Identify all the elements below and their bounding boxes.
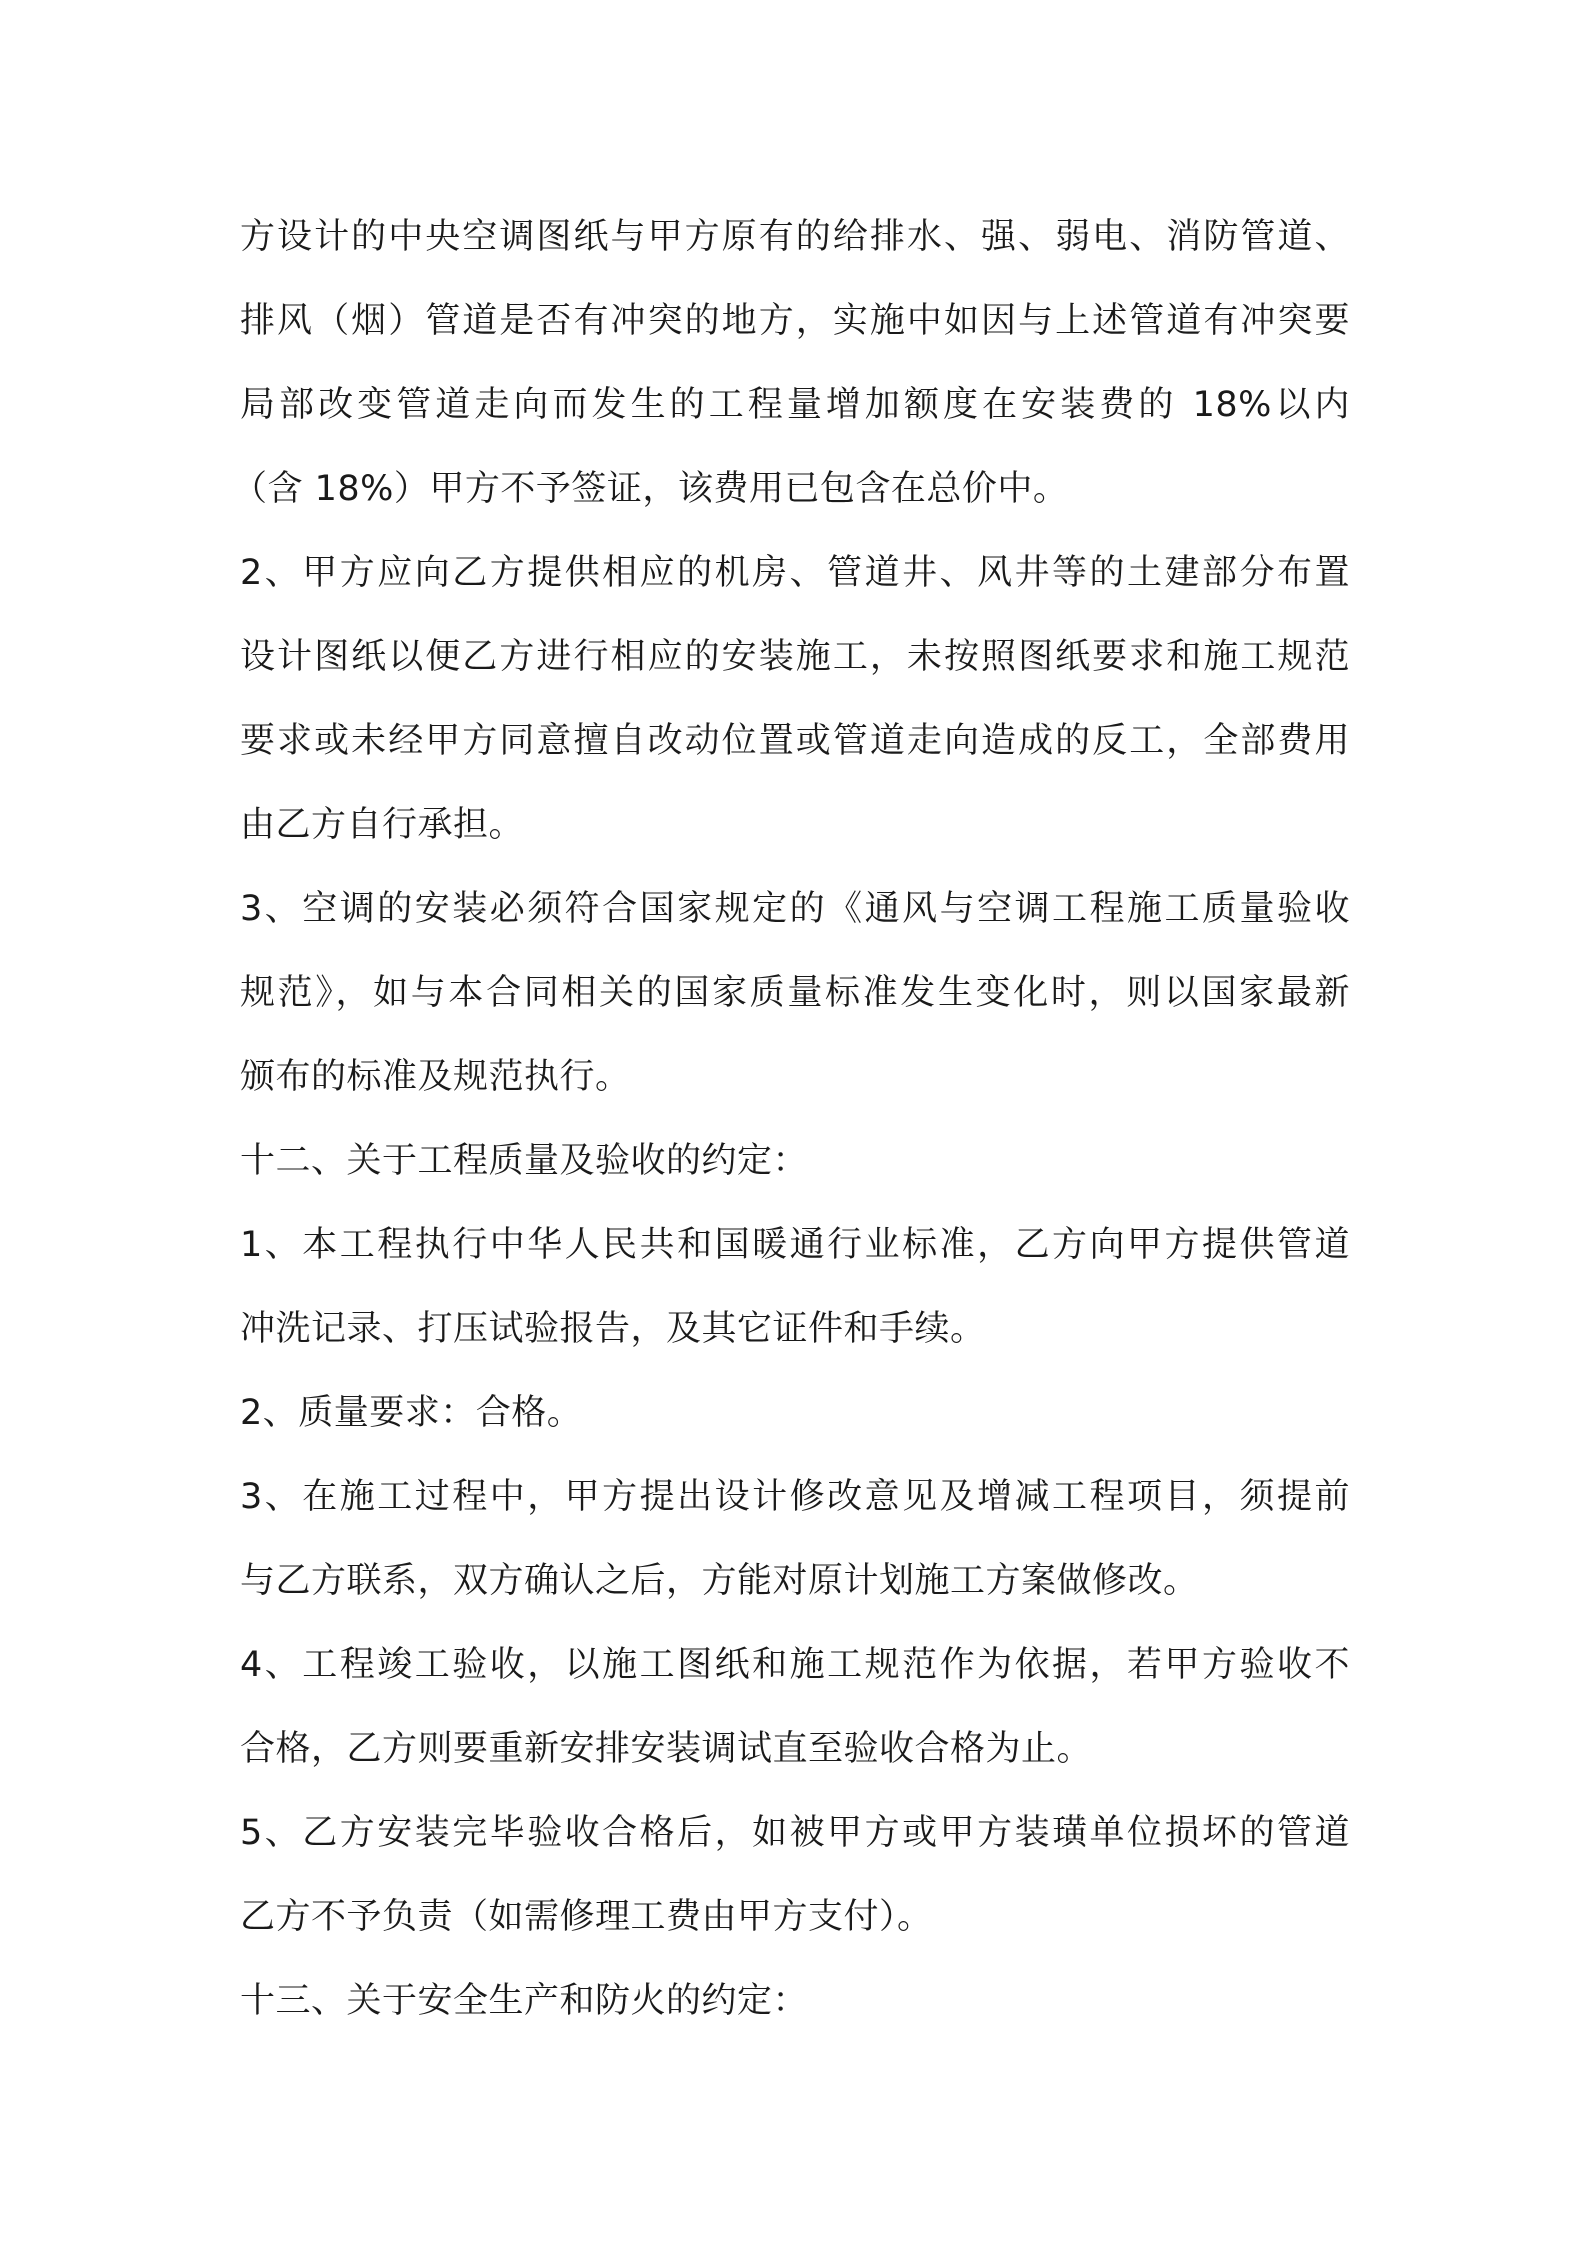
section-12-item-4-line: 合格，乙方则要重新安排安装调试直至验收合格为止。 bbox=[240, 1729, 1093, 1769]
section-12-heading: 十二、关于工程质量及验收的约定： bbox=[240, 1141, 809, 1181]
section-12-item-5-line: 5、乙方安装完毕验收合格后，如被甲方或甲方装璜单位损坏的管道 bbox=[240, 1813, 1350, 1853]
section-12-item-2: 2、质量要求：合格。 bbox=[240, 1393, 583, 1433]
clause-2-line: 设计图纸以便乙方进行相应的安装施工，未按照图纸要求和施工规范 bbox=[240, 637, 1350, 677]
section-12-item-3-line: 与乙方联系，双方确认之后，方能对原计划施工方案做修改。 bbox=[240, 1561, 1199, 1601]
section-12-item-1-line: 1、本工程执行中华人民共和国暖通行业标准，乙方向甲方提供管道 bbox=[240, 1225, 1350, 1265]
document-body bbox=[232, 195, 1350, 2043]
body-text-line: （含 18%）甲方不予签证，该费用已包含在总价中。 bbox=[232, 469, 1069, 509]
clause-2-line: 由乙方自行承担。 bbox=[240, 805, 525, 845]
section-12-item-1-line: 冲洗记录、打压试验报告，及其它证件和手续。 bbox=[240, 1309, 986, 1349]
body-text-line: 排风（烟）管道是否有冲突的地方，实施中如因与上述管道有冲突要 bbox=[240, 301, 1350, 341]
clause-3-line: 3、空调的安装必须符合国家规定的《通风与空调工程施工质量验收 bbox=[240, 889, 1350, 929]
body-text-line: 方设计的中央空调图纸与甲方原有的给排水、强、弱电、消防管道、 bbox=[240, 217, 1350, 257]
body-text-line: 局部改变管道走向而发生的工程量增加额度在安装费的 18%以内 bbox=[240, 385, 1350, 425]
section-12-item-5-line: 乙方不予负责（如需修理工费由甲方支付）。 bbox=[240, 1897, 933, 1937]
clause-2-line: 2、甲方应向乙方提供相应的机房、管道井、风井等的土建部分布置 bbox=[240, 553, 1350, 593]
section-13-heading: 十三、关于安全生产和防火的约定： bbox=[240, 1981, 809, 2021]
clause-3-line: 规范》，如与本合同相关的国家质量标准发生变化时，则以国家最新 bbox=[240, 973, 1350, 1013]
clause-3-line: 颁布的标准及规范执行。 bbox=[240, 1057, 631, 1097]
section-12-item-4-line: 4、工程竣工验收，以施工图纸和施工规范作为依据，若甲方验收不 bbox=[240, 1645, 1350, 1685]
clause-2-line: 要求或未经甲方同意擅自改动位置或管道走向造成的反工，全部费用 bbox=[240, 721, 1350, 761]
section-12-item-3-line: 3、在施工过程中，甲方提出设计修改意见及增减工程项目，须提前 bbox=[240, 1477, 1350, 1517]
